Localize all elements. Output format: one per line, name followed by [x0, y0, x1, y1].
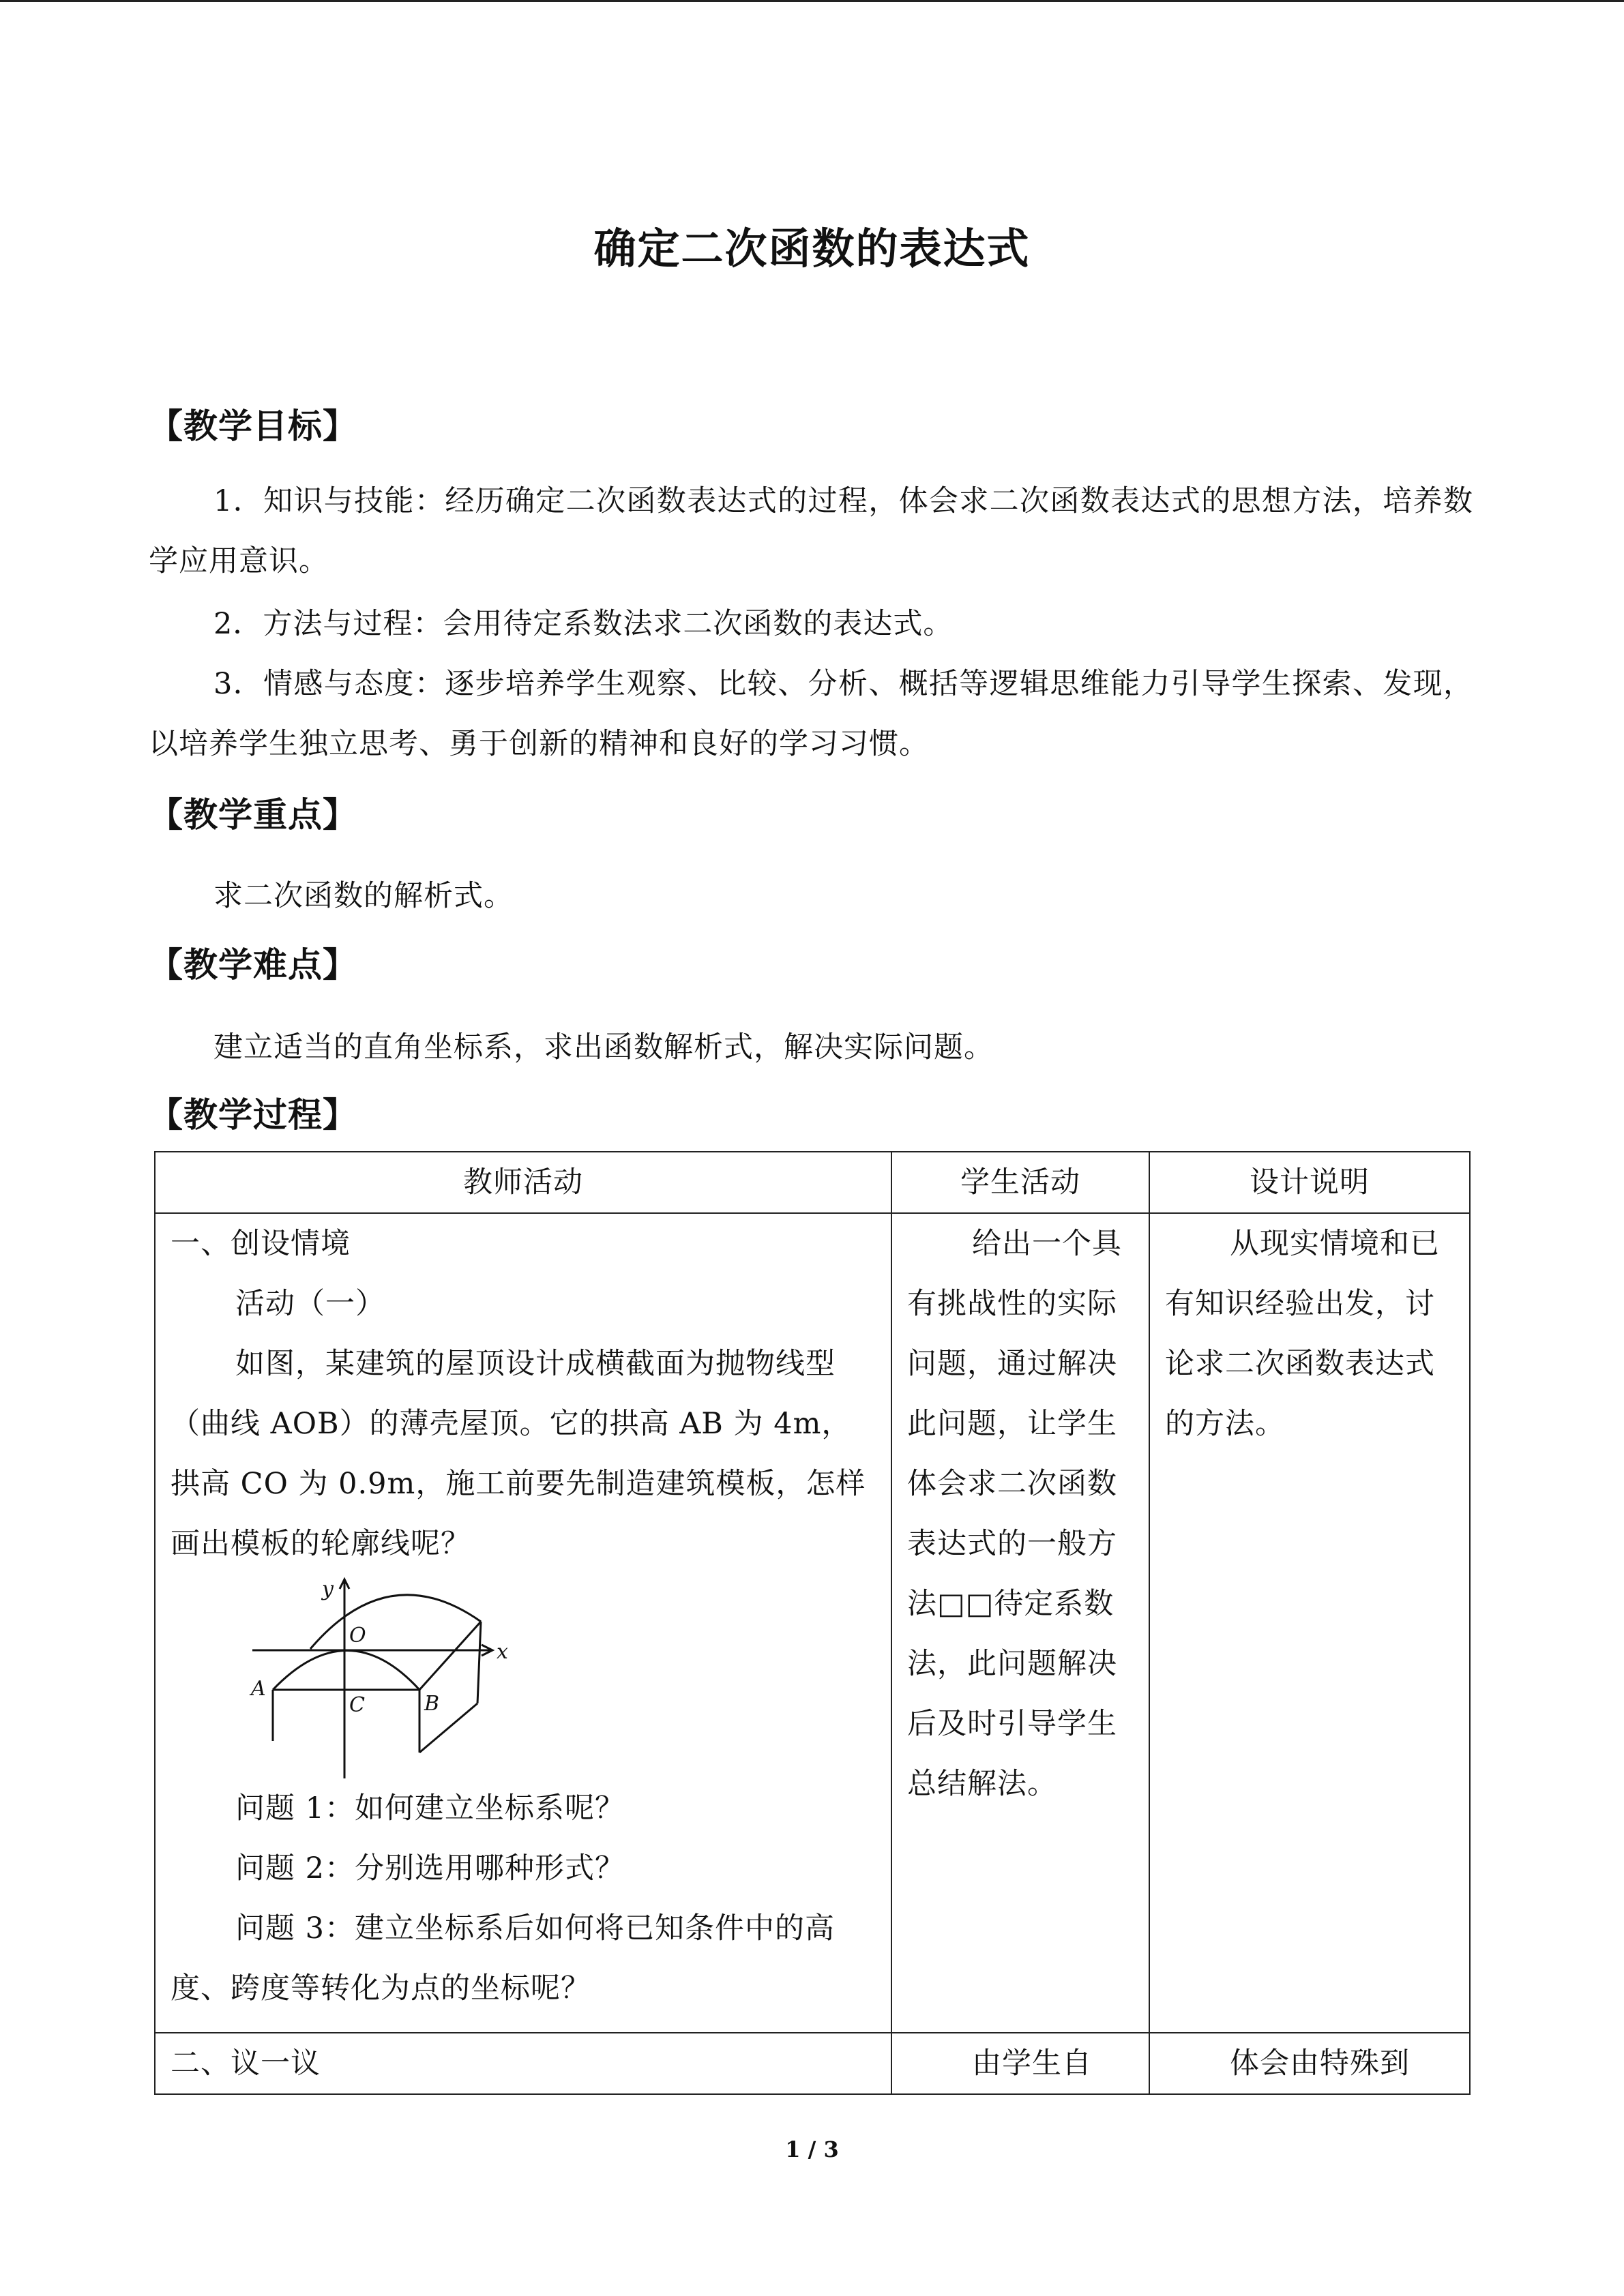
header-teacher: 教师活动	[155, 1152, 891, 1213]
back-arch	[310, 1595, 481, 1649]
question-2: 问题 2：分别选用哪种形式？	[235, 1851, 625, 1885]
goal-item-2: 2．方法与过程：会用待定系数法求二次函数的表达式。	[213, 607, 954, 641]
label-c: C	[349, 1693, 366, 1717]
teacher-cell-2: 二、议一议	[155, 2033, 891, 2094]
goal-item-1: 1．知识与技能：经历确定二次函数表达式的过程，体会求二次函数表达式的思想方法，培养数学应用意识。	[149, 484, 1473, 578]
heading-difficulty: 【教学难点】	[149, 945, 357, 985]
design-cell-2	[1149, 2033, 1470, 2094]
teaching-process-table	[154, 1151, 1471, 2095]
student-cell-2	[891, 2033, 1149, 2094]
heading-key-points: 【教学重点】	[149, 795, 357, 835]
header-student: 学生活动	[891, 1152, 1149, 1213]
heading-goals: 【教学目标】	[149, 406, 357, 446]
table-row	[155, 2033, 1470, 2094]
difficulty-text: 建立适当的直角坐标系，求出函数解析式，解决实际问题。	[213, 1030, 994, 1064]
table-header-row	[155, 1152, 1470, 1213]
design-cell	[1149, 1213, 1470, 2033]
table-row	[155, 1213, 1470, 2033]
key-points-text: 求二次函数的解析式。	[213, 879, 514, 913]
label-x: x	[497, 1640, 509, 1664]
question-1: 问题 1：如何建立坐标系呢？	[235, 1791, 625, 1825]
student-activity-text: 给出一个具有挑战性的实际问题，通过解决此问题，让学生体会求二次函数表达式的一般方法□□待定系数法，此问题解决后及时引导学生总结解法。	[907, 1227, 1122, 1801]
student-text-2: 由学生自	[972, 2046, 1092, 2081]
activity-label: 活动（一）	[235, 1287, 385, 1321]
document-title: 确定二次函数的表达式	[593, 224, 1031, 273]
right-top-edge	[419, 1622, 481, 1690]
header-design: 设计说明	[1149, 1152, 1470, 1213]
design-text-2: 体会由特殊到	[1230, 2046, 1410, 2081]
page-number: 1 / 3	[785, 2136, 839, 2162]
top-border	[0, 0, 1624, 2]
right-post-back	[477, 1622, 481, 1703]
student-cell	[891, 1213, 1149, 2033]
label-a: A	[251, 1677, 267, 1701]
label-y: y	[322, 1577, 334, 1601]
roof-figure	[171, 1574, 876, 1778]
label-o: O	[349, 1624, 367, 1648]
parabola-roof-diagram	[246, 1574, 532, 1778]
teacher-cell	[155, 1213, 891, 2033]
label-b: B	[424, 1692, 441, 1716]
goal-item-3: 3．情感与态度：逐步培养学生观察、比较、分析、概括等逻辑思维能力引导学生探索、发现，以培养学生独立思考、勇于创新的精神和良好的学习习惯。	[149, 667, 1473, 761]
question-3: 问题 3：建立坐标系后如何将已知条件中的高度、跨度等转化为点的坐标呢？	[171, 1911, 836, 2006]
front-arch	[273, 1651, 419, 1690]
section-title: 一、创设情境	[171, 1227, 351, 1261]
problem-text: 如图，某建筑的屋顶设计成横截面为抛物线型（曲线 AOB）的薄壳屋顶。它的拱高 AB 为 4m，拱高 CO 为 0.9m，施工前要先制造建筑模板，怎样画出模板的轮廓线呢？	[171, 1347, 866, 1561]
design-note-text: 从现实情境和已有知识经验出发，讨论求二次函数表达式的方法。	[1165, 1227, 1440, 1441]
heading-process: 【教学过程】	[149, 1095, 357, 1135]
